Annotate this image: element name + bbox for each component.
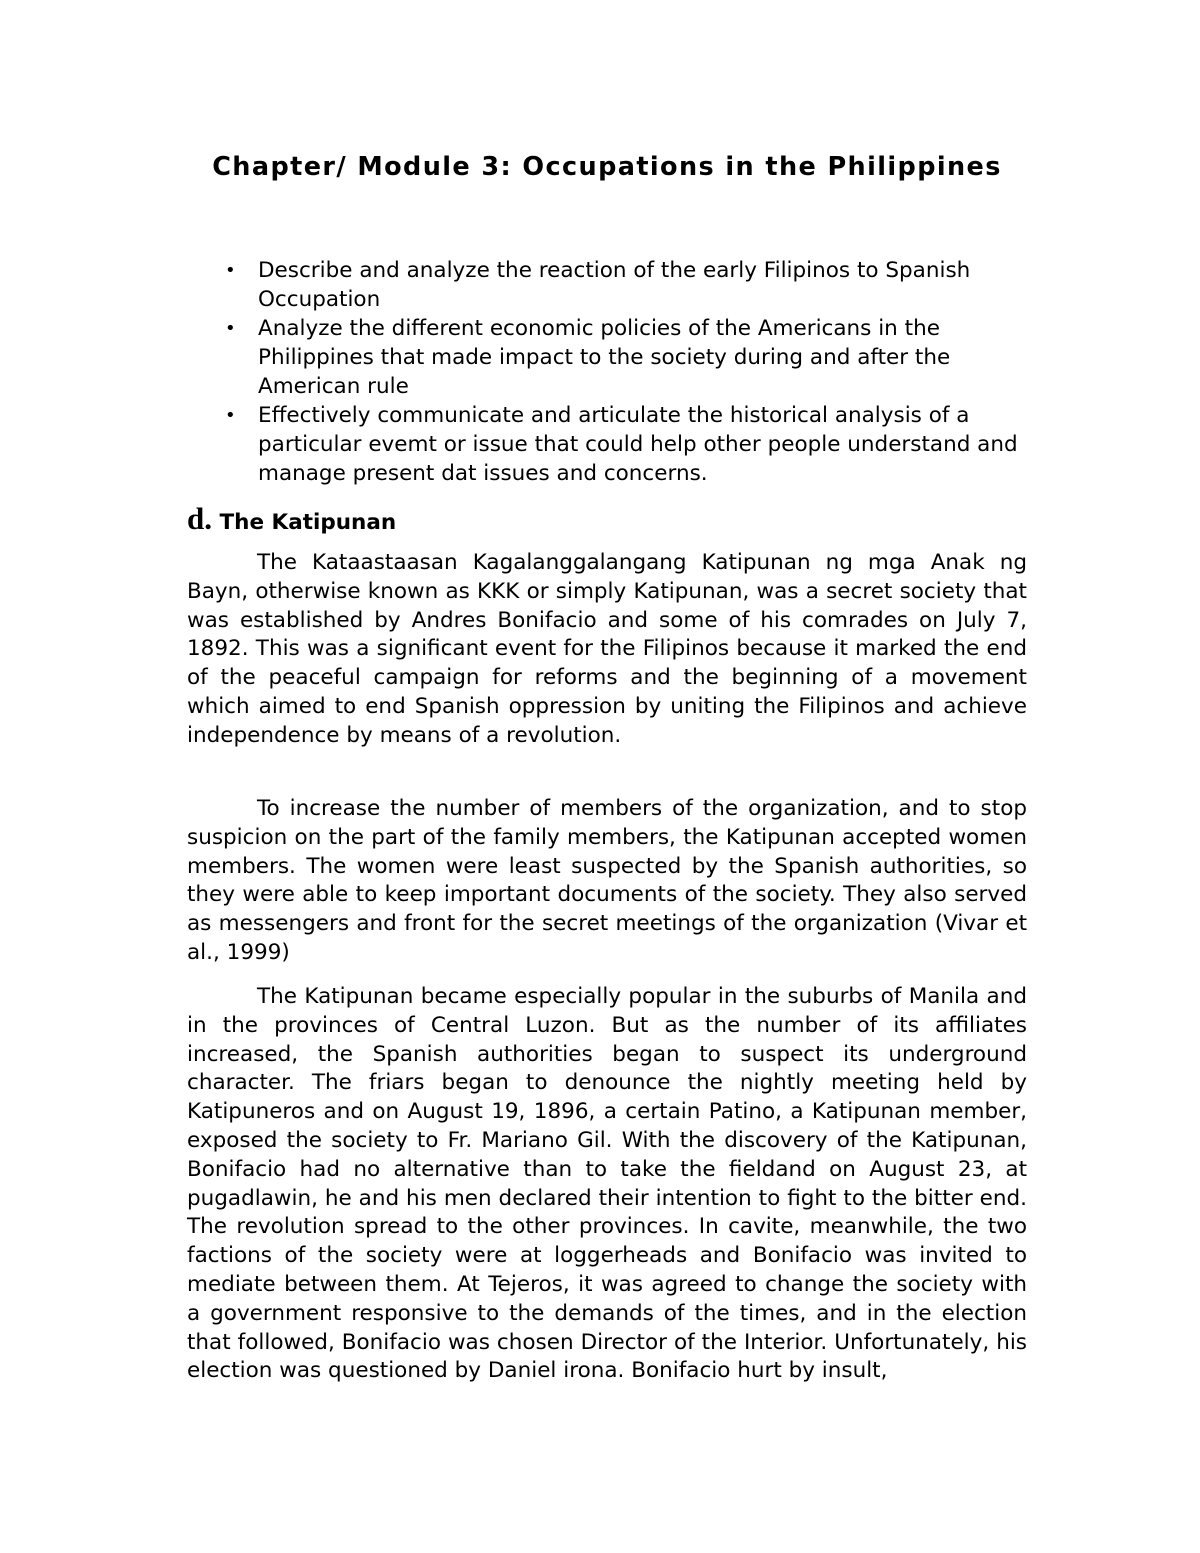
bullet-icon: • bbox=[225, 405, 236, 426]
paragraph-3 bbox=[187, 983, 1027, 1386]
paragraph-1 bbox=[187, 549, 1027, 751]
bullet-icon: • bbox=[225, 318, 236, 339]
document-page bbox=[187, 150, 1027, 1384]
paragraph-text: The Katipunan became especially popular in the suburbs of Manila and in the provinces of Central Luzon. But as the number of its affiliates increased, the Spanish authorities began to suspect its underground character. The friars began to denounce the nightly meeting held by Katipuneros and on August 19, 1896, a certain Patino, a Katipunan member, exposed the society to Fr. Mariano Gil. With the discovery of the Katipunan, Bonifacio had no alternative than to take the fieldand on August 23, at pugadlawin, he and his men declared their intention to fight to the bitter end. The revolution spread to the other provinces. In cavite, meanwhile, the two factions of the society were at loggerheads and Bonifacio was invited to mediate between them. At Tejeros, it was agreed to change the society with a government responsive to the demands of the times, and in the election that followed, Bonifacio was chosen Director of the Interior. Unfortunately, his election was questioned by Daniel irona. Bonifacio hurt by insult, bbox=[187, 984, 1027, 1384]
objective-item bbox=[225, 314, 1025, 401]
objective-text: Effectively communicate and articulate the historical analysis of a particular evemt or issue that could help other people understand and manage present dat issues and concerns. bbox=[258, 403, 1018, 486]
objective-item bbox=[225, 401, 1025, 488]
section-heading bbox=[187, 503, 396, 539]
paragraph-2 bbox=[187, 795, 1027, 968]
page-title: Chapter/ Module 3: Occupations in the Philippines bbox=[212, 152, 1002, 182]
objective-item bbox=[225, 256, 1025, 314]
paragraph-text: The Kataastaasan Kagalanggalangang Katipunan ng mga Anak ng Bayn, otherwise known as KKK or simply Katipunan, was a secret society that was established by Andres Bonifacio and some of his comrades on July 7, 1892. This was a significant event for the Filipinos because it marked the end of the peaceful campaign for reforms and the beginning of a movement which aimed to end Spanish oppression by uniting the Filipinos and achieve independence by means of a revolution. bbox=[187, 550, 1027, 748]
paragraph-text: To increase the number of members of the organization, and to stop suspicion on the part of the family members, the Katipunan accepted women members. The women were least suspected by the Spanish authorities, so they were able to keep important documents of the society. They also served as messengers and front for the secret meetings of the organization (Vivar et al., 1999) bbox=[187, 796, 1027, 965]
objectives-list bbox=[225, 256, 1025, 488]
section-letter: d. bbox=[187, 501, 212, 536]
objective-text: Analyze the different economic policies of the Americans in the Philippines that made impact to the society during and after the American rule bbox=[258, 316, 951, 399]
section-title: The Katipunan bbox=[219, 510, 397, 535]
objective-text: Describe and analyze the reaction of the early Filipinos to Spanish Occupation bbox=[258, 258, 971, 312]
bullet-icon: • bbox=[225, 260, 236, 281]
